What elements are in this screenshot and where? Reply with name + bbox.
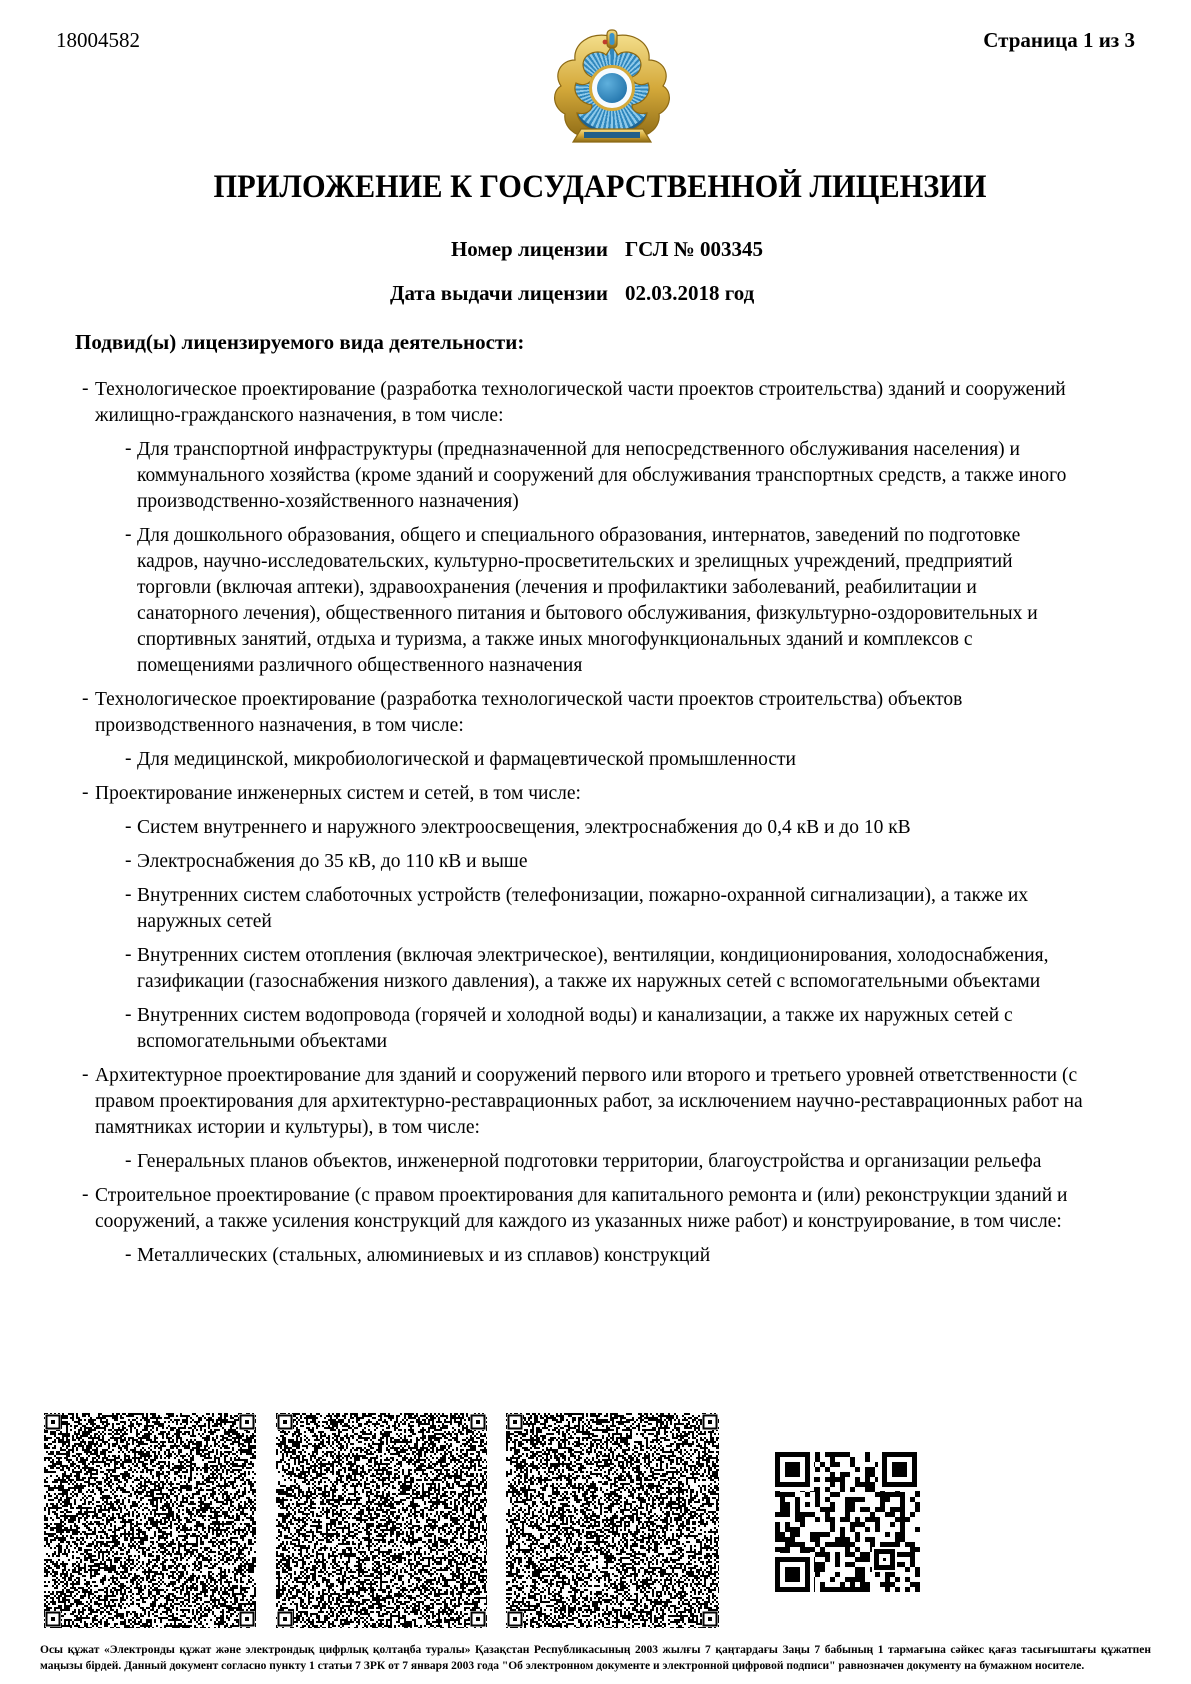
subtypes-heading: Подвид(ы) лицензируемого вида деятельности: [75,330,525,354]
qr-code [770,1447,922,1597]
license-info [0,237,1191,325]
activities-list [95,369,1083,1269]
activity-subitem: - Внутренних систем отопления (включая электрическое), вентиляции, кондиционирования, холодоснабжения, газификации (газоснабжения низкого давления), а также их наружных сетей с вспомогательными объектами [137,943,1083,995]
license-number-label: Номер лицензии [450,237,608,261]
barcode-datamatrix-1 [44,1413,256,1628]
activity-group [95,1063,1083,1175]
document-title: ПРИЛОЖЕНИЕ К ГОСУДАРСТВЕННОЙ ЛИЦЕНЗИИ [213,169,987,205]
activity-subitem: - Для медицинской, микробиологической и фармацевтической промышленности [137,747,1083,773]
activity-group [95,781,1083,1055]
activity-subitem: - Для дошкольного образования, общего и специального образования, интернатов, заведений по подготовке кадров, научно-исследовательских, культурно-просветительских и зрелищных учреждений, предприятий торговли (включая аптеки), здравоохранения (лечения и профилактики заболеваний, реабилитации и санаторного лечения), общественного питания и бытового обслуживания, физкультурно-оздоровительных и спортивных занятий, отдыха и туризма, а также иных многофункциональных зданий и комплексов с помещениями различного общественного назначения [137,523,1083,679]
legal-footer-text: Осы құжат «Электронды құжат және электрондық цифрлық қолтаңба туралы» Қазақстан Республикасының 2003 жылғы 7 қаңтардағы Заңы 7 бабының 1 тармағына сәйкес қағаз тасығыштағы құжатпен маңызы бірдей. Данный документ согласно пункту 1 статьи 7 ЗРК от 7 января 2003 года "Об электронном документе и электронной цифровой подписи" равнозначен документу на бумажном носителе. [40,1644,1151,1672]
activity-group [95,377,1083,679]
activity-item: - Проектирование инженерных систем и сетей, в том числе: [95,781,1083,807]
emblem-star [603,40,608,45]
issue-date-value: 02.03.2018 год [625,281,755,305]
activity-item: - Технологическое проектирование (разработка технологической части проектов строительства) объектов производственного назначения, в том числе: [95,687,1083,739]
issue-date-row [0,281,1191,306]
doc-number: 18004582 [56,28,140,52]
activity-subitem: - Внутренних систем слаботочных устройств (телефонизации, пожарно-охранной сигнализации), а также их наружных сетей [137,883,1083,935]
activity-group [95,687,1083,773]
activity-item: - Строительное проектирование (с правом проектирования для капитального ремонта и (или) реконструкции зданий и сооружений, а также усиления конструкций для каждого из указанных ниже работ) и конструирование, в том числе: [95,1183,1083,1235]
kazakhstan-coat-of-arms-icon [547,28,677,156]
emblem-inner-disc [597,73,627,103]
issue-date-label: Дата выдачи лицензии [390,281,608,305]
activity-subitem: - Для транспортной инфраструктуры (предназначенной для непосредственного обслуживания населения) и коммунального хозяйства (кроме зданий и сооружений для обслуживания транспортных средств, а также иного производственно-хозяйственного назначения) [137,437,1083,515]
activity-subitem: - Систем внутреннего и наружного электроосвещения, электроснабжения до 0,4 кВ и до 10 кВ [137,815,1083,841]
page-indicator: Страница 1 из 3 [983,28,1135,52]
license-number-value: ГСЛ № 003345 [625,237,763,261]
activity-item: - Архитектурное проектирование для зданий и сооружений первого или второго и третьего уровней ответственности (с правом проектирования для архитектурно-реставрационных работ, за исключением научно-реставрационных работ на памятниках истории и культуры), в том числе: [95,1063,1083,1141]
activity-item: - Технологическое проектирование (разработка технологической части проектов строительства) зданий и сооружений жилищно-гражданского назначения, в том числе: [95,377,1083,429]
activity-subitem: - Генеральных планов объектов, инженерной подготовки территории, благоустройства и организации рельефа [137,1149,1083,1175]
emblem-banner-band [584,132,640,138]
license-number-row [0,237,1191,262]
activity-subitem: - Внутренних систем водопровода (горячей и холодной воды) и канализации, а также их наружных сетей с вспомогательными объектами [137,1003,1083,1055]
barcode-datamatrix-2 [276,1413,487,1628]
activity-group [95,1183,1083,1269]
barcode-datamatrix-3 [506,1413,719,1628]
activity-subitem: - Металлических (стальных, алюминиевых и из сплавов) конструкций [137,1243,1083,1269]
activity-subitem: - Электроснабжения до 35 кВ, до 110 кВ и выше [137,849,1083,875]
